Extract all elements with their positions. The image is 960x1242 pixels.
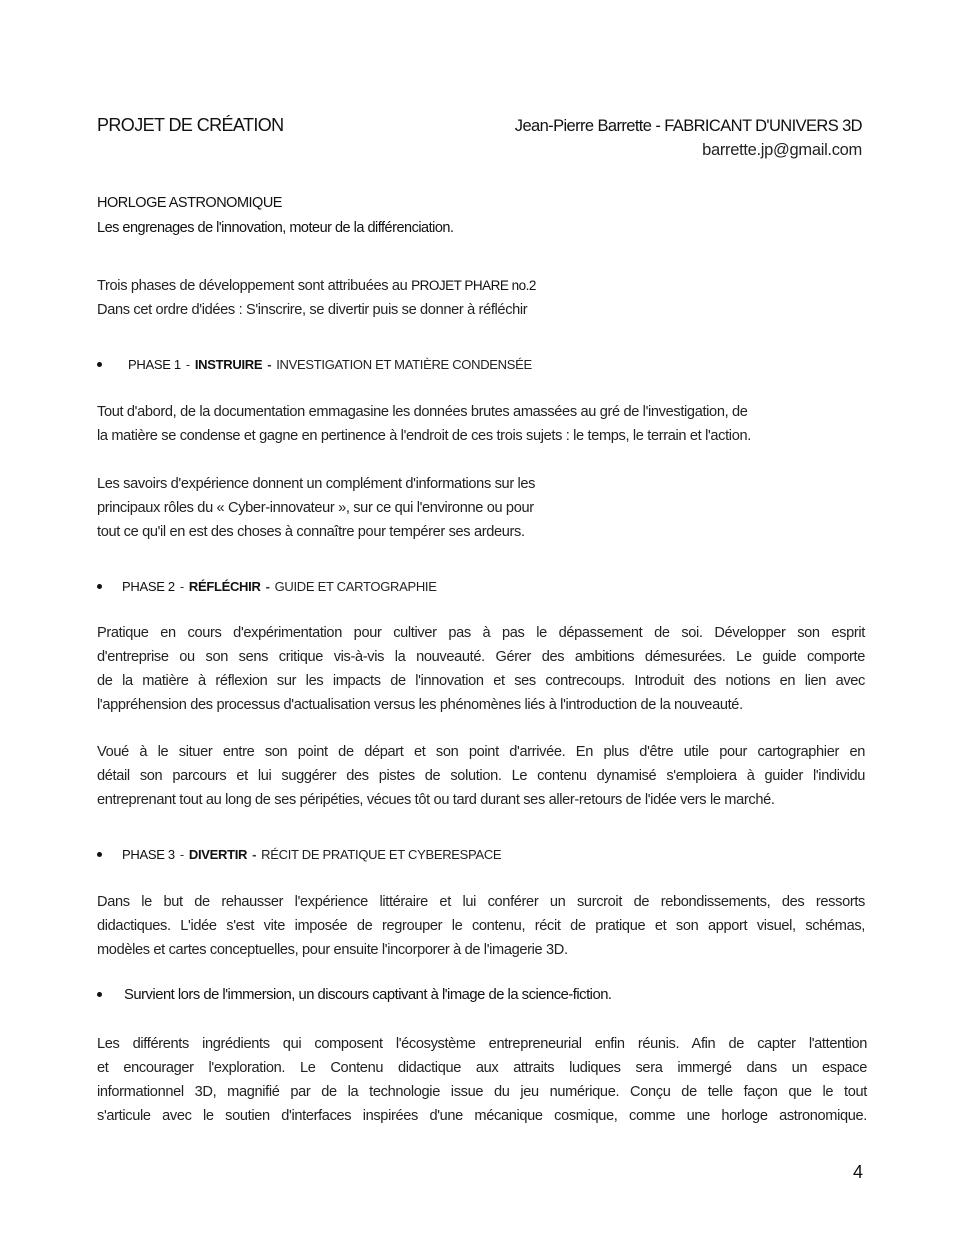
phase-2-paragraph-2 (97, 740, 865, 812)
phase-verb: RÉFLÉCHIR (188, 579, 261, 594)
phase-description: GUIDE ET CARTOGRAPHIE (274, 579, 437, 594)
bullet-icon (97, 992, 102, 997)
section-title: HORLOGE ASTRONOMIQUE (97, 195, 282, 211)
phase-label: PHASE 3 (122, 847, 175, 862)
phase-1-heading (97, 357, 532, 372)
separator: - (185, 357, 190, 372)
text-line: Pratique en cours d'expérimentation pour cultiver pas à pas le dépassement de soi. Développer son esprit (97, 625, 865, 641)
text-line: de la matière à réflexion sur les impacts de l'innovation et ses contrecoups. Introduit des notions en lien avec (97, 673, 865, 689)
separator: - (267, 357, 272, 372)
intro-line-2: Dans cet ordre d'idées : S'inscrire, se divertir puis se donner à réfléchir (97, 302, 528, 318)
phase-label: PHASE 2 (122, 579, 175, 594)
text-line: principaux rôles du « Cyber-innovateur », sur ce qui l'environne ou pour (97, 500, 534, 516)
bullet-icon (97, 584, 102, 589)
section-tagline: Les engrenages de l'innovation, moteur de la différenciation. (97, 220, 454, 236)
phase-1-paragraph-2 (97, 472, 865, 544)
text-line: s'articule avec le soutien d'interfaces inspirées d'une mécanique cosmique, comme une horloge astronomique. (97, 1108, 867, 1124)
phase-2-heading (97, 579, 437, 594)
text-line: tout ce qu'il en est des choses à connaître pour tempérer ses ardeurs. (97, 524, 525, 540)
text-line: didactiques. L'idée s'est vite imposée de regrouper le contenu, récit de pratique et son apport visuel, schémas, (97, 918, 865, 934)
text-line: modèles et cartes conceptuelles, pour ensuite l'incorporer à de l'imagerie 3D. (97, 942, 568, 958)
text-line: Les savoirs d'expérience donnent un complément d'informations sur les (97, 476, 536, 492)
separator: - (179, 847, 184, 862)
bullet-icon (97, 852, 102, 857)
separator: - (265, 579, 270, 594)
text-line: et encourager l'exploration. Le Contenu didactique aux attraits ludiques sera immergé dans un espace (97, 1060, 867, 1076)
phase-description: RÉCIT DE PRATIQUE ET CYBERESPACE (261, 847, 502, 862)
phase-label: PHASE 1 (128, 357, 181, 372)
author-line: Jean-Pierre Barrette - FABRICANT D'UNIVERS 3D (514, 117, 862, 135)
separator: - (252, 847, 257, 862)
highlight-paragraph (97, 1032, 867, 1128)
phase-description: INVESTIGATION ET MATIÈRE CONDENSÉE (276, 357, 532, 372)
phase-2-paragraph-1 (97, 621, 865, 717)
bullet-icon (97, 362, 102, 367)
intro-paragraph (97, 274, 865, 322)
project-name: PROJET PHARE no.2 (411, 278, 536, 293)
phase-3-heading (97, 847, 501, 862)
phase-3-paragraph-1 (97, 890, 865, 962)
separator: - (179, 579, 184, 594)
phase-verb: DIVERTIR (188, 847, 248, 862)
text-line: détail son parcours et lui suggérer des pistes de solution. Le contenu dynamisé s'emploiera à guider l'individu (97, 768, 865, 784)
text-line: Voué à le situer entre son point de départ et son point d'arrivée. En plus d'être utile pour cartographier en (97, 744, 865, 760)
author-email: barrette.jp@gmail.com (702, 141, 862, 159)
text-line: d'entreprise ou son sens critique vis-à-vis la nouveauté. Gérer des ambitions démesurées. Le guide comporte (97, 649, 865, 665)
highlight-bullet (97, 987, 612, 1003)
text-line: la matière se condense et gagne en pertinence à l'endroit de ces trois sujets : le temps, le terrain et l'action. (97, 428, 751, 444)
highlight-bullet-text: Survient lors de l'immersion, un discours captivant à l'image de la science-fiction. (124, 987, 612, 1003)
phase-1-paragraph-1 (97, 400, 865, 448)
text-line: Dans le but de rehausser l'expérience littéraire et lui conférer un surcroit de rebondissements, des ressorts (97, 894, 865, 910)
text-line: entreprenant tout au long de ses péripéties, vécues tôt ou tard durant ses aller-retours de l'idée vers le marché. (97, 792, 775, 808)
phase-verb: INSTRUIRE (194, 357, 263, 372)
text-line: informationnel 3D, magnifié par de la technologie issue du jeu numérique. Conçu de telle façon que le tout (97, 1084, 867, 1100)
intro-line-1 (97, 274, 865, 298)
document-title: PROJET DE CRÉATION (97, 115, 284, 135)
text-line: Tout d'abord, de la documentation emmagasine les données brutes amassées au gré de l'investigation, de (97, 404, 748, 420)
text-line: Les différents ingrédients qui composent l'écosystème entrepreneurial enfin réunis. Afin de capter l'attention (97, 1036, 867, 1052)
intro-line-1-text: Trois phases de développement sont attribuées au (97, 278, 412, 294)
page-number: 4 (852, 1162, 863, 1182)
text-line: l'appréhension des processus d'actualisation versus les phénomènes liés à l'introduction de la nouveauté. (97, 697, 743, 713)
